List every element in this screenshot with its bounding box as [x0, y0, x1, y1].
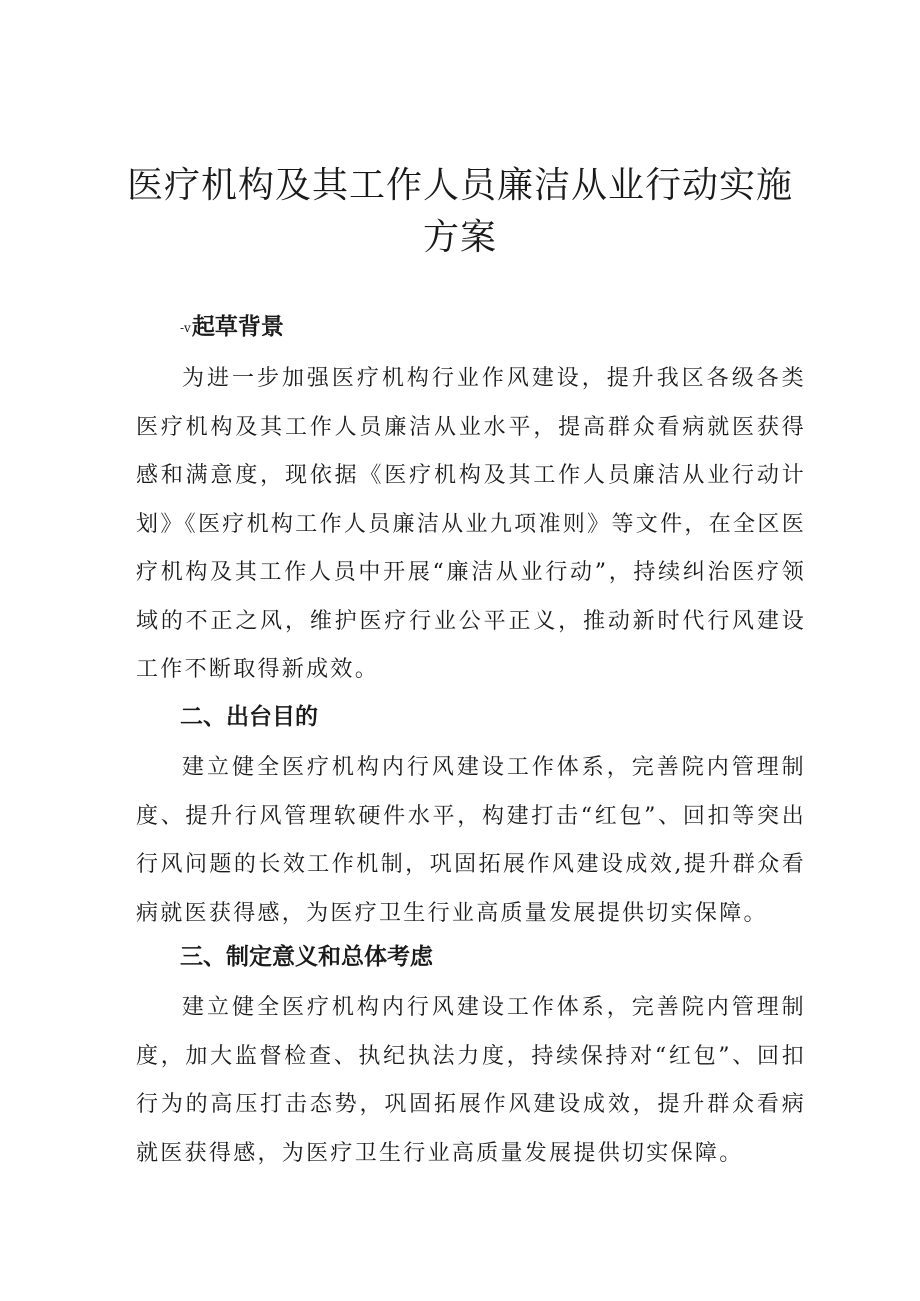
section-paragraph-background: 为进一步加强医疗机构行业作风建设，提升我区各级各类医疗机构及其工作人员廉洁从业水平，提高群众看病就医获得感和满意度，现依据《医疗机构及其工作人员廉洁从业行动计划》《医疗机构工作人员廉洁从业九项准则》等文件，在全区医疗机构及其工作人员中开展“廉洁从业行动”，持续纠治医疗领域的不正之风，维护医疗行业公平正义，推动新时代行风建设工作不断取得新成效。: [136, 366, 806, 682]
section-paragraph-purpose: 建立健全医疗机构内行风建设工作体系，完善院内管理制度、提升行风管理软硬件水平，构建打击“红包”、回扣等突出行风问题的长效工作机制，巩固拓展作风建设成效,提升群众看病就医获得感，为医疗卫生行业高质量发展提供切实保障。: [136, 755, 806, 926]
section-paragraph-significance: 建立健全医疗机构内行风建设工作体系，完善院内管理制度，加大监督检查、执纪执法力度，持续保持对“红包”、回扣行为的高压打击态势，巩固拓展作风建设成效，提升群众看病就医获得感，为医疗卫生行业高质量发展提供切实保障。: [136, 995, 806, 1166]
section-heading-significance: 三、制定意义和总体考虑: [180, 944, 433, 970]
heading-prefix-mark: -v: [180, 320, 191, 335]
document-title-line2: 方案: [422, 217, 497, 258]
section-heading-background: [180, 312, 284, 343]
document-title-line1: 医疗机构及其工作人员廉洁从业行动实施: [126, 165, 793, 206]
section-heading-text: 起草背景: [191, 314, 284, 340]
section-heading-purpose: 二、出台目的: [180, 704, 318, 730]
